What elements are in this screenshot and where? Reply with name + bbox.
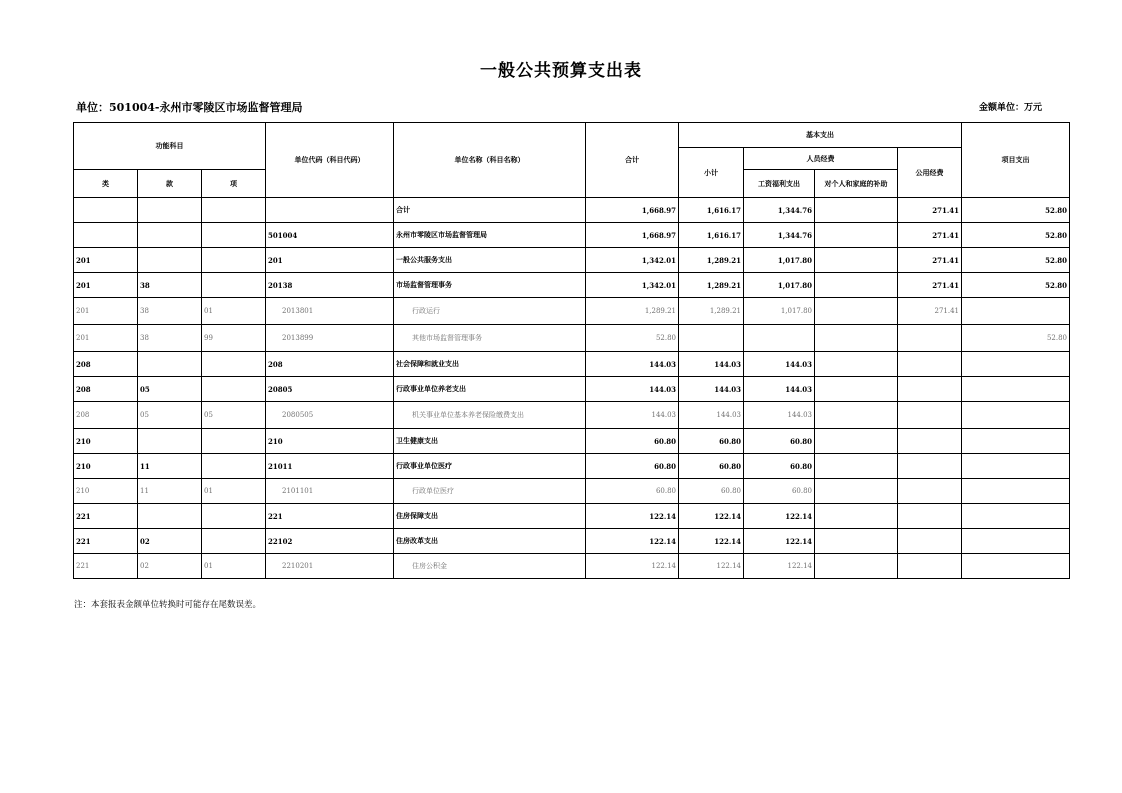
cell-project — [962, 429, 1070, 454]
cell-public — [898, 429, 962, 454]
cell-subtotal — [679, 325, 744, 352]
cell-kuan: 38 — [138, 325, 202, 352]
cell-subsidy — [815, 377, 898, 402]
cell-subtotal: 60.80 — [679, 479, 744, 504]
cell-subsidy — [815, 298, 898, 325]
cell-code: 501004 — [266, 223, 394, 248]
cell-xiang — [202, 429, 266, 454]
header-total: 合计 — [586, 123, 679, 198]
cell-xiang — [202, 377, 266, 402]
cell-lei: 210 — [74, 429, 138, 454]
table-row — [74, 554, 1070, 579]
header-lei: 类 — [74, 170, 138, 198]
cell-lei: 221 — [74, 554, 138, 579]
cell-subtotal: 60.80 — [679, 429, 744, 454]
cell-code: 2101101 — [266, 479, 394, 504]
cell-lei: 210 — [74, 479, 138, 504]
cell-xiang — [202, 198, 266, 223]
cell-project — [962, 529, 1070, 554]
cell-name: 行政运行 — [394, 298, 586, 325]
cell-code: 2210201 — [266, 554, 394, 579]
table-row — [74, 377, 1070, 402]
cell-code: 2013899 — [266, 325, 394, 352]
cell-total: 122.14 — [586, 529, 679, 554]
cell-code: 20138 — [266, 273, 394, 298]
cell-xiang: 01 — [202, 554, 266, 579]
cell-wages: 144.03 — [744, 377, 815, 402]
cell-code: 21011 — [266, 454, 394, 479]
cell-kuan: 02 — [138, 529, 202, 554]
cell-wages: 1,017.80 — [744, 248, 815, 273]
cell-name: 住房保障支出 — [394, 504, 586, 529]
cell-lei: 201 — [74, 273, 138, 298]
cell-lei: 221 — [74, 529, 138, 554]
cell-code: 201 — [266, 248, 394, 273]
header-public-funds: 公用经费 — [898, 148, 962, 198]
cell-subsidy — [815, 198, 898, 223]
cell-total: 144.03 — [586, 377, 679, 402]
cell-xiang — [202, 454, 266, 479]
header-subtotal: 小计 — [679, 148, 744, 198]
cell-lei — [74, 223, 138, 248]
cell-public — [898, 479, 962, 504]
cell-wages: 122.14 — [744, 504, 815, 529]
cell-project — [962, 298, 1070, 325]
table-row — [74, 352, 1070, 377]
cell-kuan: 11 — [138, 454, 202, 479]
cell-public: 271.41 — [898, 223, 962, 248]
cell-subtotal: 1,289.21 — [679, 273, 744, 298]
cell-total: 60.80 — [586, 454, 679, 479]
cell-project — [962, 479, 1070, 504]
page-title: 一般公共预算支出表 — [480, 61, 642, 81]
cell-name: 社会保障和就业支出 — [394, 352, 586, 377]
cell-name: 行政单位医疗 — [394, 479, 586, 504]
cell-wages: 1,017.80 — [744, 298, 815, 325]
header-unit-name: 单位名称（科目名称） — [394, 123, 586, 198]
table-row — [74, 198, 1070, 223]
cell-project — [962, 377, 1070, 402]
table-row — [74, 479, 1070, 504]
cell-code: 20805 — [266, 377, 394, 402]
cell-subsidy — [815, 325, 898, 352]
cell-kuan — [138, 198, 202, 223]
cell-name: 一般公共服务支出 — [394, 248, 586, 273]
cell-total: 1,342.01 — [586, 273, 679, 298]
cell-subsidy — [815, 352, 898, 377]
cell-kuan: 05 — [138, 377, 202, 402]
cell-subsidy — [815, 223, 898, 248]
cell-total: 122.14 — [586, 504, 679, 529]
cell-xiang — [202, 352, 266, 377]
cell-wages: 60.80 — [744, 454, 815, 479]
cell-wages: 122.14 — [744, 529, 815, 554]
cell-project — [962, 402, 1070, 429]
cell-public — [898, 402, 962, 429]
cell-project: 52.80 — [962, 248, 1070, 273]
cell-subsidy — [815, 554, 898, 579]
cell-subtotal: 144.03 — [679, 377, 744, 402]
cell-public: 271.41 — [898, 298, 962, 325]
cell-name: 行政事业单位养老支出 — [394, 377, 586, 402]
table-row — [74, 325, 1070, 352]
cell-name: 永州市零陵区市场监督管理局 — [394, 223, 586, 248]
cell-lei: 201 — [74, 325, 138, 352]
cell-kuan — [138, 352, 202, 377]
header-func-subject: 功能科目 — [74, 123, 266, 170]
cell-total: 1,668.97 — [586, 198, 679, 223]
cell-subsidy — [815, 529, 898, 554]
cell-subtotal: 122.14 — [679, 554, 744, 579]
footnote: 注：本套报表金额单位转换时可能存在尾数误差。 — [74, 600, 262, 610]
cell-subtotal: 1,289.21 — [679, 298, 744, 325]
cell-name: 机关事业单位基本养老保险缴费支出 — [394, 402, 586, 429]
header-basic-expenditure: 基本支出 — [679, 123, 962, 148]
cell-wages: 1,344.76 — [744, 223, 815, 248]
cell-code: 22102 — [266, 529, 394, 554]
cell-name: 住房改革支出 — [394, 529, 586, 554]
table-row — [74, 529, 1070, 554]
cell-xiang — [202, 273, 266, 298]
cell-project: 52.80 — [962, 223, 1070, 248]
cell-project — [962, 554, 1070, 579]
header-personnel: 人员经费 — [744, 148, 898, 170]
cell-total: 144.03 — [586, 352, 679, 377]
cell-kuan: 11 — [138, 479, 202, 504]
cell-subtotal: 1,289.21 — [679, 248, 744, 273]
header-unit-code: 单位代码（科目代码） — [266, 123, 394, 198]
cell-public — [898, 504, 962, 529]
cell-public — [898, 454, 962, 479]
cell-public — [898, 377, 962, 402]
cell-name: 合计 — [394, 198, 586, 223]
cell-lei: 208 — [74, 377, 138, 402]
cell-subsidy — [815, 273, 898, 298]
cell-wages: 1,017.80 — [744, 273, 815, 298]
cell-code: 208 — [266, 352, 394, 377]
cell-code: 221 — [266, 504, 394, 529]
cell-name: 卫生健康支出 — [394, 429, 586, 454]
cell-xiang — [202, 529, 266, 554]
cell-total: 1,668.97 — [586, 223, 679, 248]
cell-xiang — [202, 223, 266, 248]
cell-total: 52.80 — [586, 325, 679, 352]
table-row — [74, 402, 1070, 429]
cell-public: 271.41 — [898, 248, 962, 273]
cell-code: 210 — [266, 429, 394, 454]
cell-code: 2013801 — [266, 298, 394, 325]
cell-kuan — [138, 223, 202, 248]
cell-kuan: 05 — [138, 402, 202, 429]
cell-public: 271.41 — [898, 273, 962, 298]
cell-total: 122.14 — [586, 554, 679, 579]
cell-public — [898, 325, 962, 352]
cell-total: 60.80 — [586, 479, 679, 504]
cell-name: 行政事业单位医疗 — [394, 454, 586, 479]
budget-table-body — [74, 198, 1070, 579]
cell-subtotal: 144.03 — [679, 402, 744, 429]
cell-lei: 201 — [74, 298, 138, 325]
cell-subsidy — [815, 429, 898, 454]
cell-public — [898, 554, 962, 579]
unit-label: 单位：501004-永州市零陵区市场监督管理局 — [76, 101, 303, 114]
cell-xiang: 05 — [202, 402, 266, 429]
cell-kuan: 38 — [138, 273, 202, 298]
cell-wages: 144.03 — [744, 402, 815, 429]
cell-lei: 208 — [74, 402, 138, 429]
cell-kuan: 02 — [138, 554, 202, 579]
cell-project: 52.80 — [962, 198, 1070, 223]
cell-xiang: 01 — [202, 298, 266, 325]
cell-project — [962, 504, 1070, 529]
cell-public: 271.41 — [898, 198, 962, 223]
cell-project: 52.80 — [962, 273, 1070, 298]
cell-subsidy — [815, 248, 898, 273]
cell-subsidy — [815, 454, 898, 479]
cell-subsidy — [815, 402, 898, 429]
header-wages: 工资福利支出 — [744, 170, 815, 198]
cell-total: 1,342.01 — [586, 248, 679, 273]
cell-kuan: 38 — [138, 298, 202, 325]
cell-code — [266, 198, 394, 223]
cell-subtotal: 60.80 — [679, 454, 744, 479]
cell-lei — [74, 198, 138, 223]
cell-subsidy — [815, 479, 898, 504]
amount-unit-label: 金额单位：万元 — [978, 103, 1042, 113]
table-row — [74, 504, 1070, 529]
cell-lei: 208 — [74, 352, 138, 377]
cell-public — [898, 529, 962, 554]
cell-wages — [744, 325, 815, 352]
cell-name: 其他市场监督管理事务 — [394, 325, 586, 352]
table-row — [74, 454, 1070, 479]
cell-total: 1,289.21 — [586, 298, 679, 325]
header-subsidy: 对个人和家庭的补助 — [815, 170, 898, 198]
cell-lei: 210 — [74, 454, 138, 479]
cell-subsidy — [815, 504, 898, 529]
cell-total: 60.80 — [586, 429, 679, 454]
table-row — [74, 429, 1070, 454]
cell-wages: 1,344.76 — [744, 198, 815, 223]
cell-wages: 60.80 — [744, 429, 815, 454]
cell-wages: 144.03 — [744, 352, 815, 377]
cell-public — [898, 352, 962, 377]
table-row — [74, 298, 1070, 325]
cell-name: 住房公积金 — [394, 554, 586, 579]
cell-subtotal: 1,616.17 — [679, 223, 744, 248]
cell-code: 2080505 — [266, 402, 394, 429]
header-kuan: 款 — [138, 170, 202, 198]
budget-table — [73, 122, 1070, 579]
cell-xiang: 99 — [202, 325, 266, 352]
cell-project — [962, 352, 1070, 377]
cell-xiang — [202, 248, 266, 273]
cell-kuan — [138, 248, 202, 273]
table-row — [74, 248, 1070, 273]
cell-kuan — [138, 504, 202, 529]
cell-project: 52.80 — [962, 325, 1070, 352]
header-project-expenditure: 项目支出 — [962, 123, 1070, 198]
table-row — [74, 273, 1070, 298]
cell-subtotal: 1,616.17 — [679, 198, 744, 223]
cell-project — [962, 454, 1070, 479]
cell-subtotal: 144.03 — [679, 352, 744, 377]
header-xiang: 项 — [202, 170, 266, 198]
cell-lei: 201 — [74, 248, 138, 273]
cell-lei: 221 — [74, 504, 138, 529]
cell-xiang: 01 — [202, 479, 266, 504]
cell-kuan — [138, 429, 202, 454]
cell-wages: 122.14 — [744, 554, 815, 579]
cell-name: 市场监督管理事务 — [394, 273, 586, 298]
table-row — [74, 223, 1070, 248]
cell-xiang — [202, 504, 266, 529]
cell-total: 144.03 — [586, 402, 679, 429]
cell-subtotal: 122.14 — [679, 529, 744, 554]
cell-subtotal: 122.14 — [679, 504, 744, 529]
cell-wages: 60.80 — [744, 479, 815, 504]
unit-info-row — [76, 99, 1042, 115]
